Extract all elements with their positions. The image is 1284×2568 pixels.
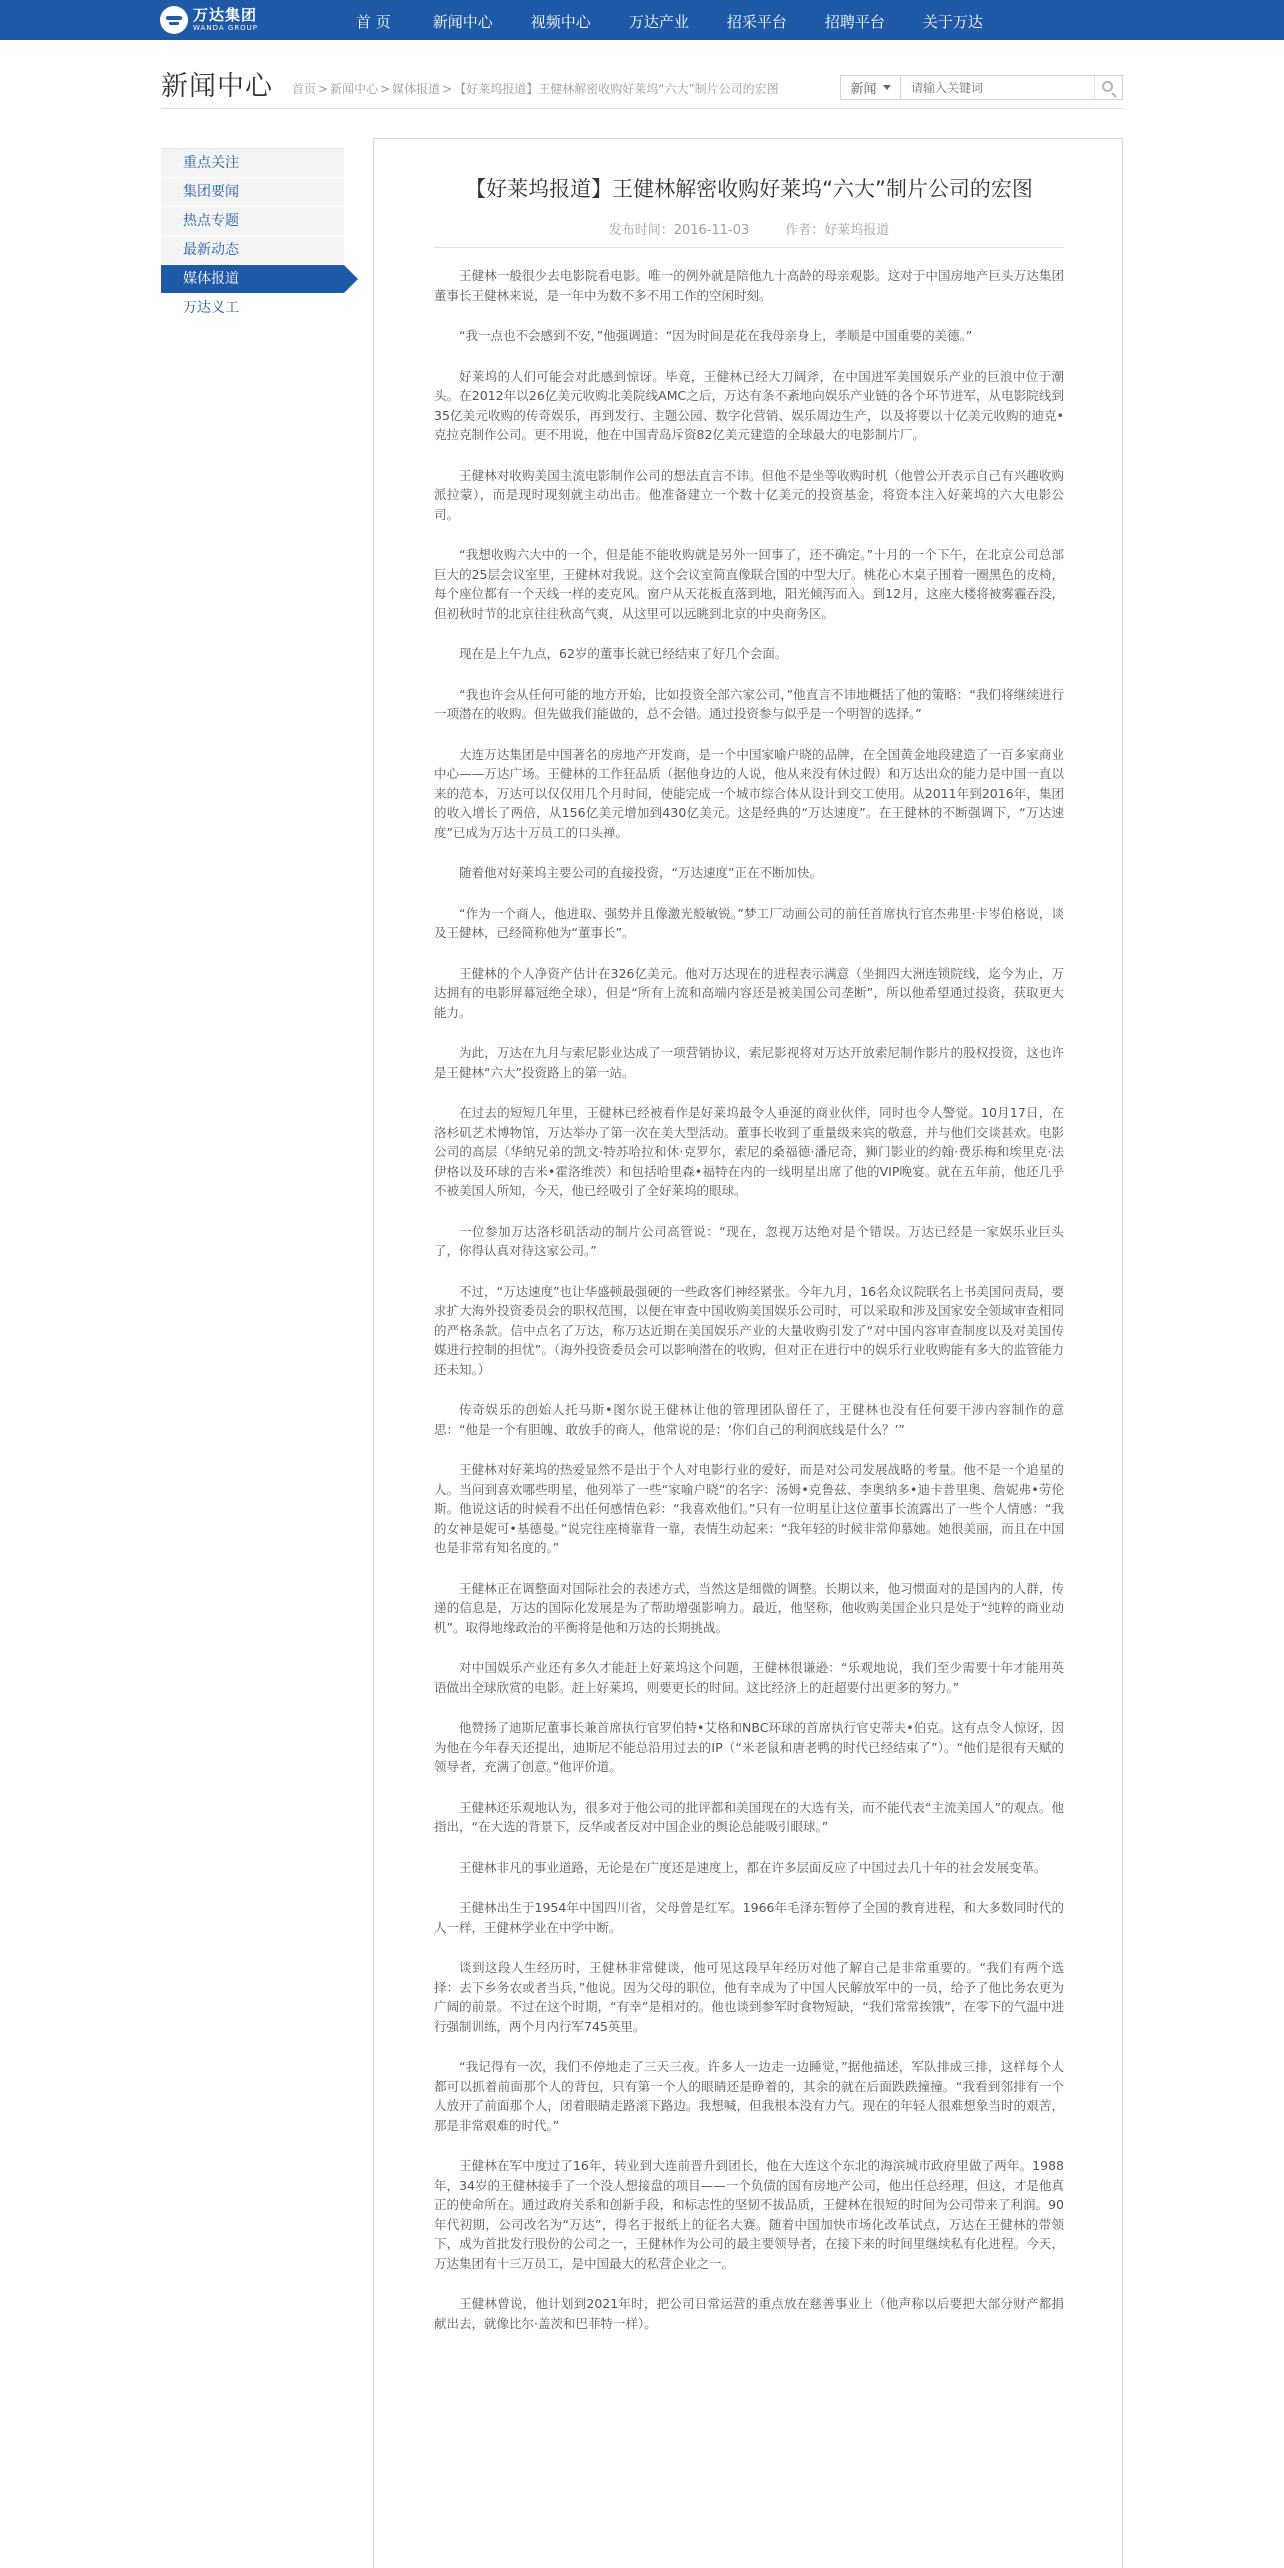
- search-category-value: 新闻: [850, 82, 877, 97]
- article-body: [434, 266, 1064, 2354]
- wanda-logo[interactable]: [160, 4, 258, 36]
- article-paragraph: 王健林曾说，他计划到2021年时，把公司日常运营的重点放在慈善事业上（他声称以后要把大部分财产都捐献出去，就像比尔·盖茨和巴菲特一样）。: [434, 2296, 1064, 2331]
- breadcrumb-separator: >: [442, 82, 453, 96]
- sidebar-item-volunteers[interactable]: 万达义工: [161, 294, 344, 323]
- article-paragraph: 王健林对好莱坞的热爱显然不是出于个人对电影行业的爱好，而是对公司发展战略的考量。他不是一个追星的人。当问到喜欢哪些明星，他列举了一些“家喻户晓”的名字：汤姆•克鲁兹、李奥纳多•迪卡普里奥、詹妮弗•劳伦斯。他说这话的时候看不出任何感情色彩：“我喜欢他们。”只有一位明星让这位董事长流露出了一些个人情感：“我的女神是妮可•基德曼。”说完往座椅靠背一靠，表情生动起来：“我年轻的时候非常仰慕她。她很美丽，而且在中国也是非常有知名度的。”: [434, 1462, 1064, 1555]
- article-paragraph: 好莱坞的人们可能会对此感到惊讶。毕竟，王健林已经大刀阔斧，在中国进军美国娱乐产业的巨浪中位于潮头。在2012年以26亿美元收购北美院线AMC之后，万达有条不紊地向娱乐产业链的各个环节进军，从电影院线到35亿美元收购的传奇娱乐，再到发行、主题公园、数字化营销、娱乐周边生产，以及将要以十亿美元收购的迪克•克拉克制作公司。更不用说，他在中国青岛斥资82亿美元建造的全球最大的电影制片厂。: [434, 368, 1064, 442]
- nav-video-center[interactable]: 视频中心: [530, 13, 591, 31]
- wanda-logo-icon: [160, 6, 188, 34]
- nav-home[interactable]: 首 页: [356, 13, 391, 31]
- sidebar-item-group-news[interactable]: 集团要闻: [161, 178, 344, 207]
- article-paragraph: 谈到这段人生经历时，王健林非常健谈，他可见这段早年经历对他了解自己是非常重要的。“我们有两个选择：去下乡务农或者当兵，”他说。因为父母的职位，他有幸成为了中国人民解放军中的一员，给予了他比务农更为广阔的前景。不过在这个时期，“有幸”是相对的。他也谈到参军时食物短缺，“我们常常挨饿”，在零下的气温中进行强制训练，两个月内行军745英里。: [434, 1960, 1064, 2034]
- article-paragraph: 王健林一般很少去电影院看电影。唯一的例外就是陪他九十高龄的母亲观影。这对于中国房地产巨头万达集团董事长王健林来说，是一年中为数不多不用工作的空闲时刻。: [434, 268, 1064, 303]
- sidebar: [161, 148, 356, 323]
- article-paragraph: 现在是上午九点，62岁的董事长就已经结束了好几个会面。: [459, 646, 788, 661]
- article-paragraph: 王健林还乐观地认为，很多对于他公司的批评都和美国现在的大选有关，而不能代表“主流美国人”的观点。他指出，“在大选的背景下，反华或者反对中国企业的舆论总能吸引眼球。”: [434, 1799, 1064, 1834]
- search-category-select[interactable]: [841, 76, 901, 99]
- article-paragraph: 王健林对收购美国主流电影制作公司的想法直言不讳。但他不是坐等收购时机（他曾公开表示自己有兴趣收购派拉蒙），而是现时现刻就主动出击。他准备建立一个数十亿美元的投资基金，将资本注入好莱坞的六大电影公司。: [434, 467, 1064, 522]
- logo-cn: 万达集团: [193, 6, 258, 24]
- article-paragraph: 王健林的个人净资产估计在326亿美元。他对万达现在的进程表示满意（坐拥四大洲连锁院线，迄今为止，万达拥有的电影屏幕冠绝全球），但是“所有上流和高端内容还是被美国公司垄断”，所以他希望通过投资，获取更大能力。: [434, 965, 1064, 1020]
- article-paragraph: 王健林非凡的事业道路，无论是在广度还是速度上，都在许多层面反应了中国过去几十年的社会发展变革。: [459, 1859, 1047, 1875]
- search-button[interactable]: [1094, 76, 1122, 99]
- breadcrumb-separator: >: [380, 82, 391, 96]
- article-container: [373, 138, 1123, 2568]
- logo-text: [193, 8, 258, 32]
- sidebar-item-hot-topics[interactable]: 热点专题: [161, 207, 344, 236]
- sidebar-item-focus[interactable]: 重点关注: [161, 149, 344, 178]
- main-nav: [356, 0, 1021, 40]
- sidebar-item-latest[interactable]: 最新动态: [161, 236, 344, 265]
- article-paragraph: 王健林正在调整面对国际社会的表述方式，当然这是细微的调整。长期以来，他习惯面对的是国内的人群，传递的信息是，万达的国际化发展是为了帮助增强影响力。最近，他坚称，他收购美国企业只是处于“纯粹的商业动机”。取得地缘政治的平衡将是他和万达的长期挑战。: [434, 1580, 1064, 1635]
- article-paragraph: “作为一个商人，他进取、强势并且像激光般敏锐。”梦工厂动画公司的前任首席执行官杰弗里·卡岑伯格说，谈及王健林，已经简称他为“董事长”。: [434, 905, 1064, 940]
- article-paragraph: 大连万达集团是中国著名的房地产开发商，是一个中国家喻户晓的品牌，在全国黄金地段建造了一百多家商业中心——万达广场。王健林的工作狂品质（据他身边的人说，他从来没有休过假）和万达出众的能力是中国一直以来的范本，万达可以仅仅用几个月时间，使能完成一个城市综合体从设计到交工使用。从2011年到2016年，集团的收入增长了两倍，从156亿美元增加到430亿美元。这是经典的“万达速度”。在王健林的不断强调下，“万达速度”已成为万达十万员工的口头禅。: [434, 746, 1064, 840]
- article-paragraph: 随着他对好莱坞主要公司的直接投资，“万达速度”正在不断加快。: [459, 865, 822, 880]
- article-paragraph: 一位参加万达洛杉矶活动的制片公司高管说：“现在，忽视万达绝对是个错误。万达已经是一家娱乐业巨头了，你得认真对待这家公司。”: [434, 1223, 1064, 1258]
- article-paragraph: “我想收购六大中的一个，但是能不能收购就是另外一回事了，还不确定。”十月的一个下午，在北京公司总部巨大的25层会议室里，王健林对我说。这个会议室简直像联合国的中型大厅。桃花心木桌子围着一圈黑色的皮椅，每个座位都有一个天线一样的麦克风。窗户从天花板直落到地，阳光倾泻而入。到12月，这座大楼将被雾霾吞没，但初秋时节的北京往往秋高气爽，从这里可以远眺到北京的中央商务区。: [434, 547, 1064, 621]
- nav-about[interactable]: 关于万达: [922, 13, 983, 31]
- logo-en: WANDA GROUP: [193, 24, 258, 32]
- chevron-down-icon: [883, 85, 891, 90]
- search-icon-handle: [1111, 92, 1117, 98]
- article-paragraph: 对中国娱乐产业还有多久才能赶上好莱坞这个问题，王健林很谦逊：“乐观地说，我们至少需要十年才能用英语做出全球欣赏的电影。赶上好莱坞，则要更长的时间。这比经济上的赶超要付出更多的努力。”: [434, 1660, 1064, 1695]
- sidebar-menu: [161, 148, 344, 323]
- nav-news-center[interactable]: 新闻中心: [432, 13, 493, 31]
- article-date: 发布时间：2016-11-03: [608, 223, 750, 238]
- article-paragraph: 他赞扬了迪斯尼董事长兼首席执行官罗伯特•艾格和NBC环球的首席执行官史蒂夫•伯克。这有点令人惊讶，因为他在今年春天还提出，迪斯尼不能总沿用过去的IP（“米老鼠和唐老鸭的时代已经结束了”）。“他们是很有天赋的领导者，充满了创意。”他评价道。: [434, 1720, 1064, 1774]
- search-input[interactable]: [901, 76, 1094, 99]
- breadcrumb-media-reports[interactable]: 媒体报道: [392, 82, 441, 96]
- breadcrumb-news-center[interactable]: 新闻中心: [330, 82, 379, 96]
- top-navigation-bar: [0, 0, 1284, 40]
- nav-procurement[interactable]: 招采平台: [726, 13, 787, 31]
- article-paragraph: “我也许会从任何可能的地方开始，比如投资全部六家公司，”他直言不讳地概括了他的策略：“我们将继续进行一项潜在的收购。但先做我们能做的，总不会错。通过投资参与似乎是一个明智的选择。”: [434, 686, 1064, 721]
- article-meta: [374, 219, 1124, 238]
- article-paragraph: “我记得有一次，我们不停地走了三天三夜。许多人一边走一边睡觉，”据他描述，军队排成三排，这样每个人都可以抓着前面那个人的背包，只有第一个人的眼睛还是睁着的，其余的就在后面跌跌撞撞。“我看到邻排有一个人放开了前面那个人，闭着眼睛走路滚下路边。我想喊，但我根本没有力气。现在的年轻人很难想象当时的艰苦，那是非常艰难的时代。”: [434, 2059, 1064, 2133]
- header-divider: [161, 108, 1123, 109]
- breadcrumb-home[interactable]: 首页: [292, 82, 317, 96]
- sidebar-item-media-reports[interactable]: 媒体报道: [161, 265, 344, 294]
- search-icon: [1102, 81, 1113, 92]
- article-paragraph: 不过，“万达速度”也让华盛顿最强硬的一些政客们神经紧张。今年九月，16名众议院联名上书美国问责局，要求扩大海外投资委员会的职权范围，以便在审查中国收购美国娱乐公司时，可以采取和涉及国家安全领域审查相同的严格条款。信中点名了万达，称万达近期在美国娱乐产业的大量收购引发了“对中国内容审查制度以及对美国传媒进行控制的担忧”。（海外投资委员会可以影响潜在的收购，但对正在进行中的娱乐行业收购能有多大的监管能力还未知。）: [434, 1283, 1064, 1377]
- article-paragraph: 王健林出生于1954年中国四川省，父母曾是红军。1966年毛泽东暂停了全国的教育进程，和大多数同时代的人一样，王健林学业在中学中断。: [434, 1900, 1064, 1935]
- article-title: 【好莱坞报道】王健林解密收购好莱坞“六大”制片公司的宏图: [465, 177, 1033, 201]
- nav-recruitment[interactable]: 招聘平台: [824, 13, 885, 31]
- article-author: 作者：好莱坞报道: [785, 223, 890, 238]
- search-box: [840, 75, 1123, 100]
- article-paragraph: “我一点也不会感到不安，”他强调道：“因为时间是花在我母亲身上，孝顺是中国重要的美德。”: [459, 328, 973, 343]
- meta-divider: [434, 247, 1064, 248]
- article-paragraph: 为此，万达在九月与索尼影业达成了一项营销协议，索尼影视将对万达开放索尼制作影片的股权投资，这也许是王健林“六大”投资路上的第一站。: [434, 1045, 1064, 1080]
- breadcrumb-separator: >: [318, 82, 329, 96]
- page-title: 新闻中心: [161, 71, 273, 102]
- article-paragraph: 王健林在军中度过了16年，转业到大连前晋升到团长，他在大连这个东北的海滨城市政府里做了两年。1988年，34岁的王健林接手了一个没人想接盘的项目——一个负债的国有房地产公司，他出任总经理，但这，才是他真正的使命所在。通过政府关系和创新手段，和标志性的坚韧不拔品质，王健林在很短的时间为公司带来了利润。90年代初期，公司改名为“万达”，得名于报纸上的征名大赛。随着中国加快市场化改革试点，万达在王健林的带领下，成为首批发行股份的公司之一，王健林作为公司的最主要领导者，在接下来的时间里继续私有化进程。今天，万达集团有十三万员工，是中国最大的私营企业之一。: [434, 2158, 1064, 2271]
- article-paragraph: 在过去的短短几年里，王健林已经被看作是好莱坞最令人垂涎的商业伙伴，同时也令人警觉。10月17日，在洛杉矶艺术博物馆，万达举办了第一次在美大型活动。董事长收到了重量级来宾的敬意，并与他们交谈甚欢。电影公司的高层（华纳兄弟的凯文·特苏哈拉和休·克罗尔，索尼的桑福德·潘尼奇，狮门影业的约翰·费乐梅和埃里克·法伊格以及环球的吉米•霍洛维茨）和包括哈里森•福特在内的一线明星出席了他的VIP晚宴。就在五年前，他还几乎不被美国人所知，今天，他已经吸引了全好莱坞的眼球。: [434, 1105, 1064, 1198]
- breadcrumb: [292, 80, 779, 97]
- nav-wanda-industry[interactable]: 万达产业: [628, 13, 689, 31]
- breadcrumb-current: 【好莱坞报道】王健林解密收购好莱坞“六大”制片公司的宏图: [454, 82, 779, 96]
- article-paragraph: 传奇娱乐的创始人托马斯•图尔说王健林让他的管理团队留任了，王健林也没有任何要干涉内容制作的意思：“他是一个有胆魄、敢放手的商人，他常说的是：‘你们自己的利润底线是什么？’”: [434, 1402, 1064, 1437]
